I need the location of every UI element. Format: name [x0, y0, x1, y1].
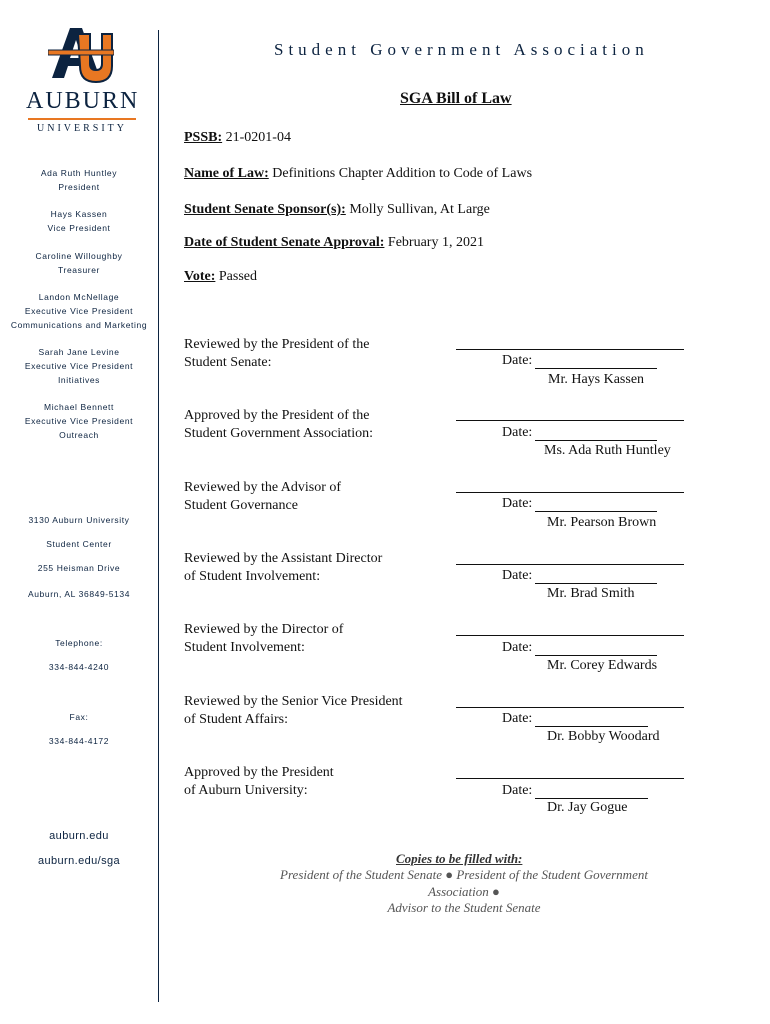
date-line[interactable]: [535, 440, 657, 441]
officer-block: [4, 207, 154, 235]
signature-label-line: Approved by the President: [184, 765, 334, 780]
field-approval-date: [184, 235, 484, 251]
signature-label: [184, 336, 434, 372]
officer-title-2: Outreach: [59, 430, 99, 440]
address-line: Student Center: [46, 539, 112, 549]
fax-number: 334-844-4172: [48, 736, 110, 746]
field-vote: [184, 269, 257, 285]
officer-title: Executive Vice President: [24, 306, 134, 316]
signer-name: Mr. Pearson Brown: [547, 515, 657, 530]
field-value: Molly Sullivan, At Large: [349, 202, 490, 217]
signature-line[interactable]: [456, 564, 684, 565]
date-label: Date:: [502, 425, 533, 440]
signer-name: Ms. Ada Ruth Huntley: [544, 443, 671, 458]
officer-title: Executive Vice President: [24, 416, 134, 426]
copies-title: Copies to be filled with:: [396, 851, 523, 866]
signature-label: [184, 550, 434, 586]
date-line[interactable]: [535, 798, 648, 799]
officer-block: [4, 400, 154, 442]
officer-title: Executive Vice President: [24, 361, 134, 371]
signature-label: [184, 764, 434, 800]
officer-name: Hays Kassen: [50, 209, 108, 219]
signature-label-line: Student Government Association:: [184, 426, 373, 441]
sga-website-link[interactable]: auburn.edu/sga: [37, 855, 121, 867]
officer-name: Sarah Jane Levine: [38, 347, 120, 357]
field-value: Passed: [218, 269, 257, 284]
signature-label-line: of Auburn University:: [184, 783, 308, 798]
field-label: Name of Law:: [184, 166, 269, 181]
field-label: Student Senate Sponsor(s):: [184, 202, 346, 217]
field-value: Definitions Chapter Addition to Code of Laws: [272, 166, 533, 181]
officer-name: Ada Ruth Huntley: [40, 168, 118, 178]
officer-name: Michael Bennett: [44, 402, 114, 412]
au-monogram-icon: [48, 26, 114, 84]
signature-label: [184, 693, 434, 729]
signature-label-line: Reviewed by the Director of: [184, 622, 344, 637]
signature-label: [184, 621, 434, 657]
signature-line[interactable]: [456, 635, 684, 636]
document-title: SGA Bill of Law: [400, 90, 512, 107]
signature-line[interactable]: [456, 778, 684, 779]
officer-title-2: Initiatives: [57, 375, 101, 385]
date-line[interactable]: [535, 583, 657, 584]
address-line: 255 Heisman Drive: [37, 563, 121, 573]
signature-label-line: Reviewed by the Advisor of: [184, 480, 342, 495]
field-label: PSSB:: [184, 130, 223, 145]
signature-label-line: of Student Affairs:: [184, 712, 288, 727]
signature-line[interactable]: [456, 420, 684, 421]
signature-line[interactable]: [456, 707, 684, 708]
signature-label-line: Student Governance: [184, 498, 298, 513]
logo-wordmark: AUBURN: [26, 88, 140, 114]
officer-title: President: [58, 182, 100, 192]
date-line[interactable]: [535, 368, 657, 369]
signature-label-line: Student Senate:: [184, 355, 272, 370]
signature-label-line: Reviewed by the Senior Vice President: [184, 694, 403, 709]
copies-line: Advisor to the Student Senate: [387, 900, 541, 915]
officer-block: [4, 166, 154, 194]
address-line: Auburn, AL 36849-5134: [27, 589, 131, 599]
date-label: Date:: [502, 568, 533, 583]
signature-label: [184, 407, 434, 443]
logo-rule: [28, 118, 136, 120]
officer-title: Vice President: [47, 223, 111, 233]
officer-block: [4, 290, 154, 332]
field-value: February 1, 2021: [387, 235, 484, 250]
field-sponsor: [184, 202, 490, 218]
field-value: 21-0201-04: [225, 130, 291, 145]
field-pssb: [184, 130, 291, 146]
copies-recipients: [244, 867, 684, 917]
signature-line[interactable]: [456, 492, 684, 493]
field-name-of-law: [184, 166, 532, 182]
signer-name: Mr. Hays Kassen: [548, 372, 645, 387]
signer-name: Dr. Bobby Woodard: [547, 729, 660, 744]
signature-label-line: Approved by the President of the: [184, 408, 370, 423]
date-label: Date:: [502, 496, 533, 511]
fax-label: Fax:: [69, 712, 89, 722]
website-link[interactable]: auburn.edu: [49, 830, 109, 842]
date-line[interactable]: [535, 511, 657, 512]
sidebar-divider: [158, 30, 159, 1002]
officer-title: Treasurer: [58, 265, 100, 275]
copies-line: Association ●: [428, 883, 500, 899]
field-label: Vote:: [184, 269, 216, 284]
date-label: Date:: [502, 711, 533, 726]
date-label: Date:: [502, 783, 533, 798]
org-header: Student Government Association: [274, 40, 649, 59]
date-line[interactable]: [535, 655, 657, 656]
signer-name: Mr. Brad Smith: [547, 586, 635, 601]
address-line: 3130 Auburn University: [28, 515, 130, 525]
logo-subtitle: UNIVERSITY: [37, 123, 127, 134]
date-label: Date:: [502, 640, 533, 655]
telephone-number: 334-844-4240: [48, 662, 110, 672]
field-label: Date of Student Senate Approval:: [184, 235, 385, 250]
officer-block: [4, 345, 154, 387]
date-label: Date:: [502, 353, 533, 368]
signature-label-line: of Student Involvement:: [184, 569, 321, 584]
signer-name: Mr. Corey Edwards: [547, 658, 658, 673]
signature-label-line: Student Involvement:: [184, 640, 305, 655]
officer-name: Landon McNellage: [38, 292, 120, 302]
telephone-label: Telephone:: [55, 638, 103, 648]
signature-label-line: Reviewed by the Assistant Director: [184, 551, 383, 566]
copies-line: President of the Student Senate ● President of the Student Government: [280, 867, 648, 882]
officer-name: Caroline Willoughby: [35, 251, 123, 261]
signer-name: Dr. Jay Gogue: [547, 800, 628, 815]
signature-line[interactable]: [456, 349, 684, 350]
signature-label-line: Reviewed by the President of the: [184, 337, 370, 352]
signature-label: [184, 479, 434, 515]
officer-block: [4, 249, 154, 277]
officer-title-2: Communications and Marketing: [10, 320, 148, 330]
date-line[interactable]: [535, 726, 648, 727]
